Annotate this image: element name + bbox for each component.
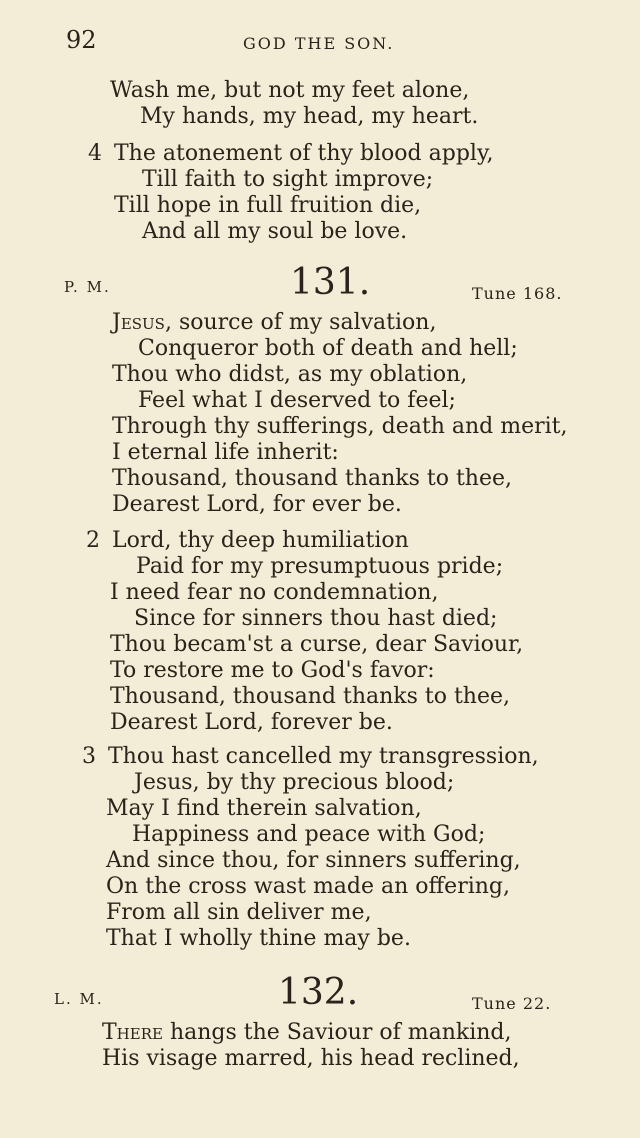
verse-line: Thou who didst, as my oblation, xyxy=(112,362,468,387)
verse-line xyxy=(112,310,436,336)
verse-line: From all sin deliver me, xyxy=(106,900,372,925)
verse-line: Till faith to sight improve; xyxy=(142,167,434,192)
verse-line: His visage marred, his head reclined, xyxy=(102,1046,520,1071)
verse-line: And all my soul be love. xyxy=(142,219,408,244)
verse-line: And since thou, for sinners suffering, xyxy=(106,848,521,873)
stanza-number: 4 xyxy=(88,141,102,166)
page-number: 92 xyxy=(66,26,97,54)
verse-first-word: Jesus, xyxy=(112,310,172,335)
verse-line xyxy=(102,1020,512,1046)
verse-line: Paid for my presumptuous pride; xyxy=(136,554,504,579)
hymn-number: 132. xyxy=(278,972,359,1013)
verse-line: On the cross wast made an offering, xyxy=(106,874,510,899)
verse-line: Dearest Lord, forever be. xyxy=(110,710,393,735)
verse-line: Thousand, thousand thanks to thee, xyxy=(112,466,513,491)
tune-label: Tune 168. xyxy=(472,284,563,303)
verse-line: Through thy sufferings, death and merit, xyxy=(112,414,568,439)
verse-line: Feel what I deserved to feel; xyxy=(138,388,456,413)
verse-line: That I wholly thine may be. xyxy=(106,926,411,951)
verse-line: To restore me to God's favor: xyxy=(110,658,435,683)
verse-line: Jesus, by thy precious blood; xyxy=(134,770,455,795)
verse-line: The atonement of thy blood apply, xyxy=(114,141,494,166)
verse-line: Lord, thy deep humiliation xyxy=(112,528,409,553)
verse-line: Till hope in full fruition die, xyxy=(114,193,422,218)
verse-line-rest: hangs the Saviour of mankind, xyxy=(162,1020,512,1045)
meter-label: L. M. xyxy=(54,990,104,1008)
verse-first-word: There xyxy=(102,1020,163,1045)
verse-line: Happiness and peace with God; xyxy=(132,822,486,847)
tune-label: Tune 22. xyxy=(472,994,552,1013)
verse-line: I eternal life inherit: xyxy=(112,440,339,465)
verse-line: I need fear no condemnation, xyxy=(110,580,439,605)
verse-line: Conqueror both of death and hell; xyxy=(138,336,518,361)
verse-line: Thou hast cancelled my transgression, xyxy=(108,744,539,769)
verse-line: Wash me, but not my feet alone, xyxy=(110,78,470,103)
verse-line: Thou becam'st a curse, dear Saviour, xyxy=(110,632,524,657)
hymn-number: 131. xyxy=(290,262,371,303)
stanza-number: 2 xyxy=(86,528,100,553)
running-head: GOD THE SON. xyxy=(243,34,395,53)
verse-line: Since for sinners thou hast died; xyxy=(134,606,498,631)
verse-line: Dearest Lord, for ever be. xyxy=(112,492,402,517)
verse-line: Thousand, thousand thanks to thee, xyxy=(110,684,511,709)
stanza-number: 3 xyxy=(82,744,96,769)
verse-line-rest: source of my salvation, xyxy=(171,310,437,335)
verse-line: May I find therein salvation, xyxy=(106,796,422,821)
meter-label: P. M. xyxy=(64,278,111,296)
verse-line: My hands, my head, my heart. xyxy=(140,104,479,129)
